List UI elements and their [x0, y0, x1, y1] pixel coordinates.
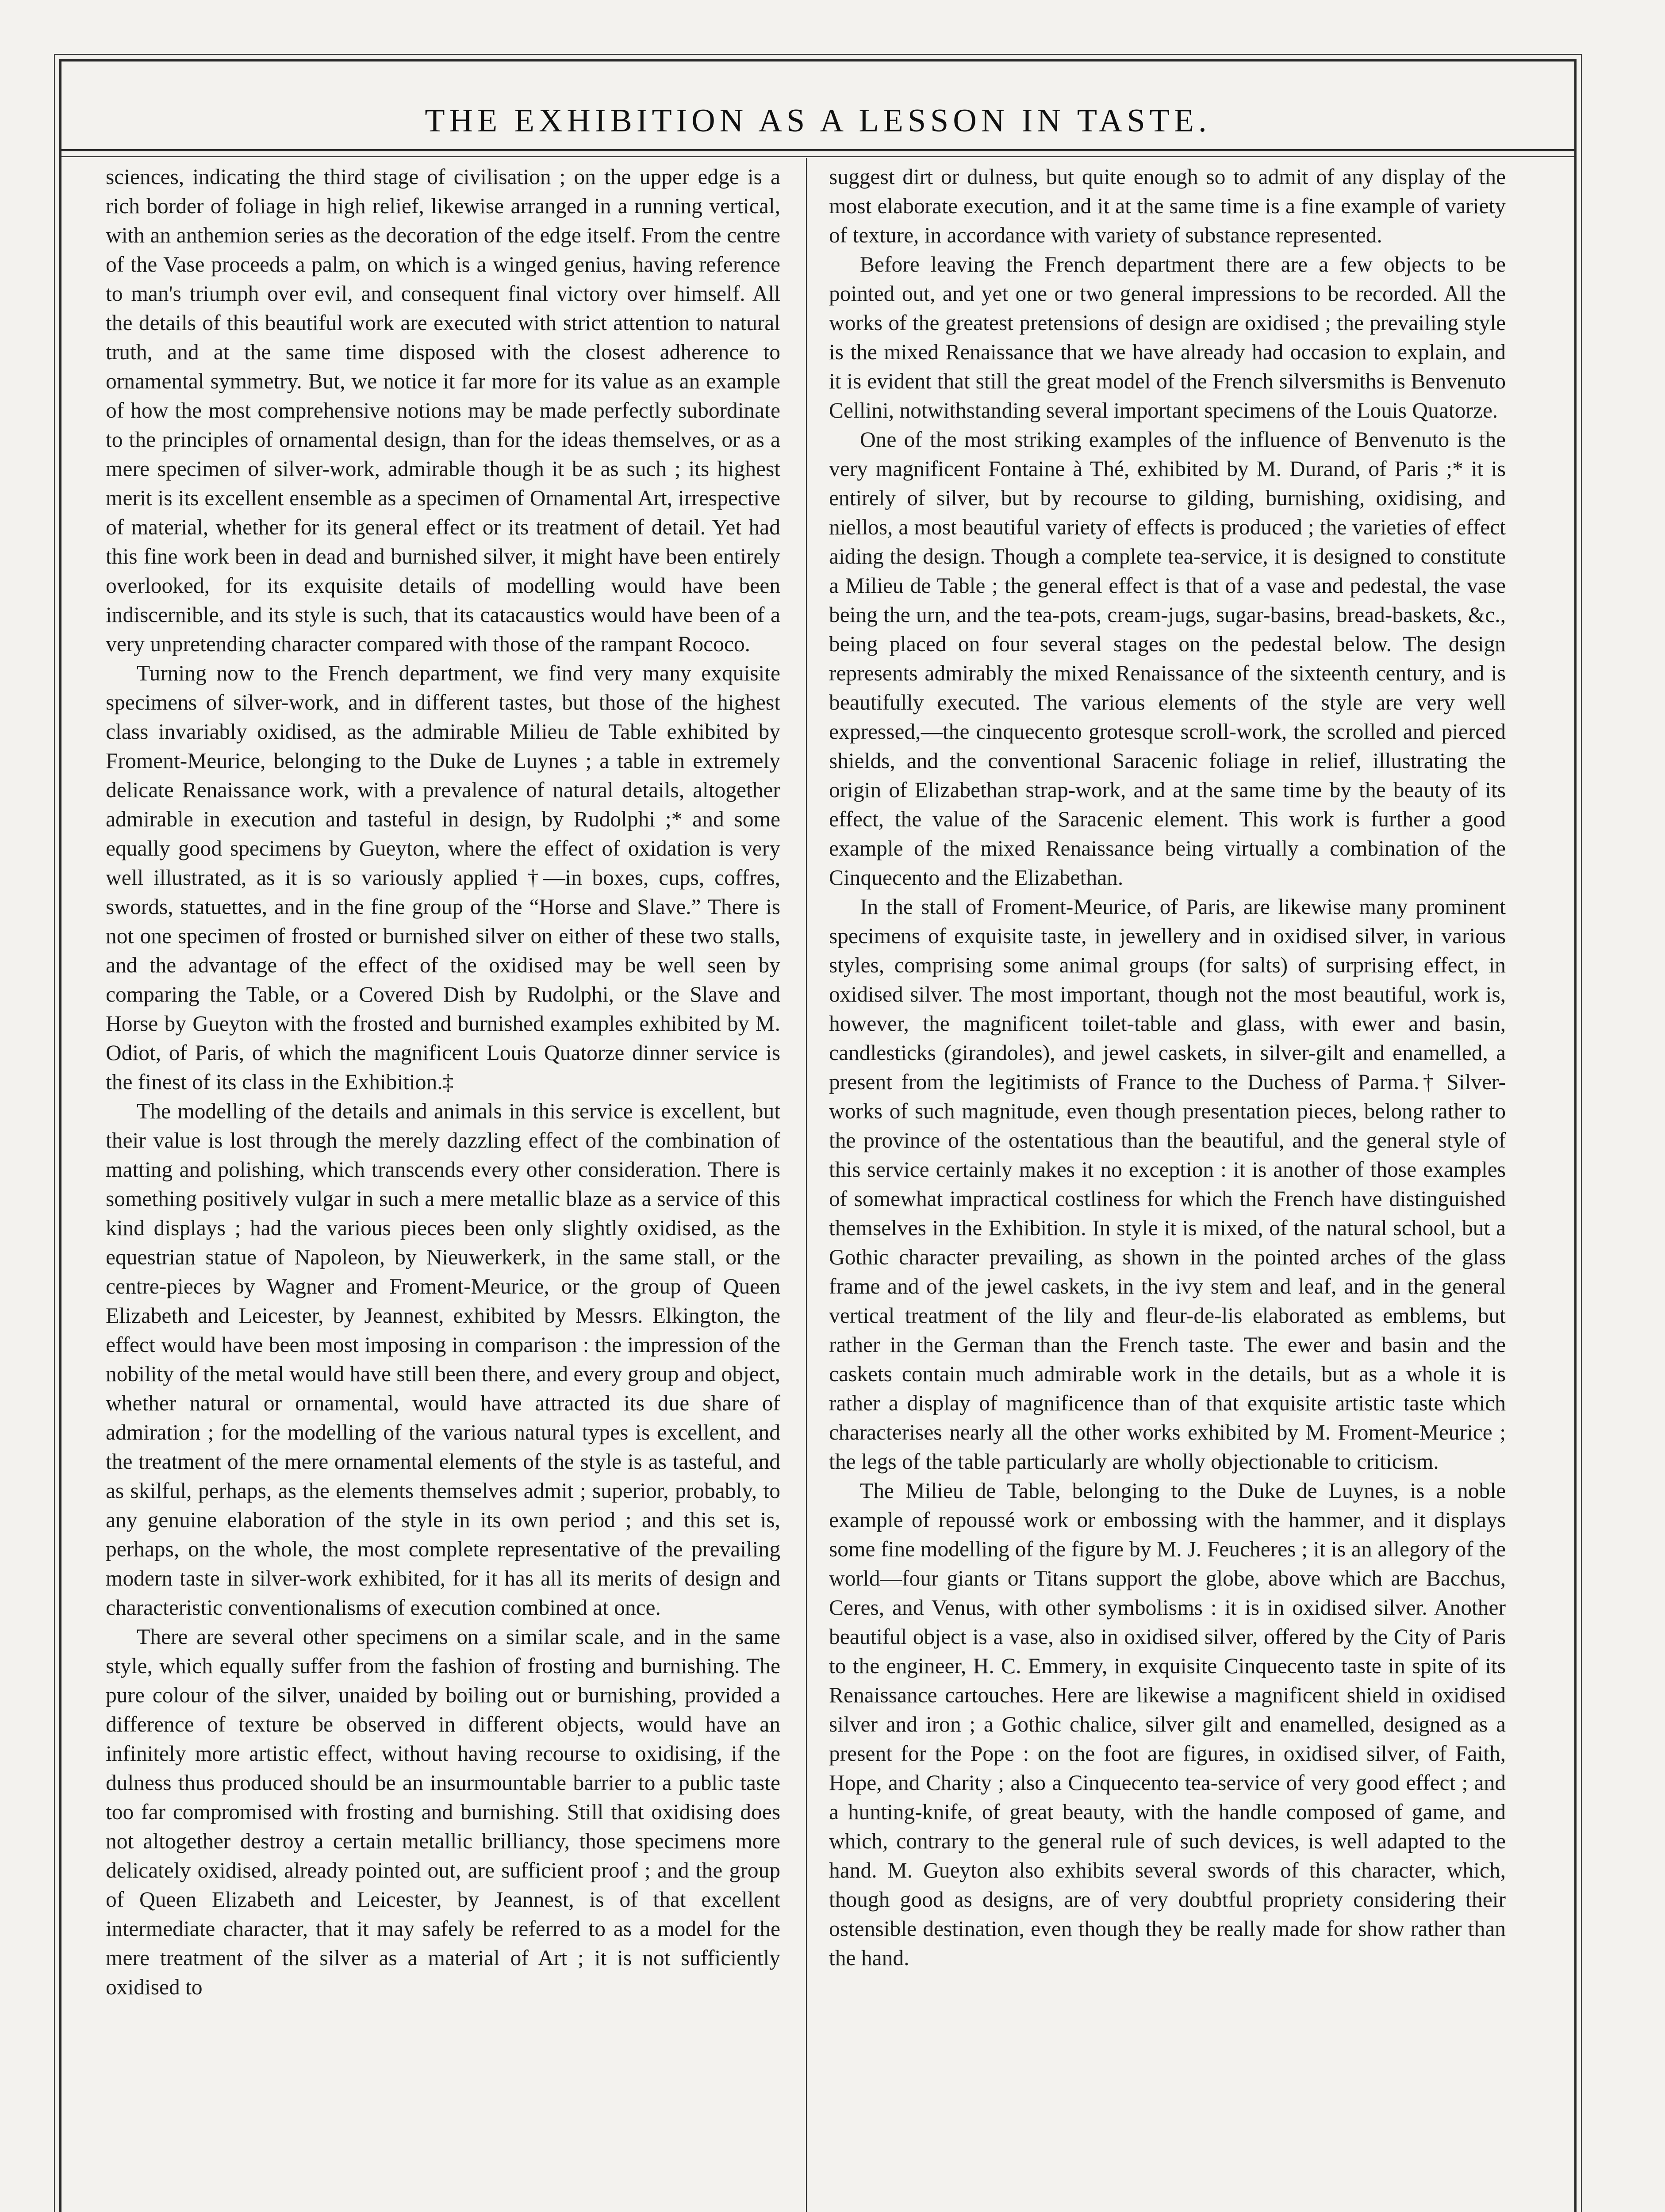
paragraph: One of the most striking examples of the influence of Benvenuto is the very magnificent Fontaine à Thé, exhibited by M. Durand, of Paris ;* it is entirely of silver, but by recourse to gilding, burnishing, oxidising, and niellos, a most beautiful variety of effects is produced ; the varieties of effect aiding the design. Though a complete tea-service, it is designed to constitute a Milieu de Table ; the general effect is that of a vase and pedestal, the vase being the urn, and the tea-pots, cream-jugs, sugar-basins, bread-baskets, &c., being placed on four several stages on the pedestal below. The design represents admirably the mixed Renaissance of the sixteenth century, and is beautifully executed. The various elements of the style are very well expressed,—the cinquecento grotesque scroll-work, the scrolled and pierced shields, and the conventional Saracenic foliage in relief, illustrating the origin of Elizabethan strap-work, and at the same time by the beauty of its effect, the value of the Saracenic element. This work is further a good example of the mixed Renaissance being virtually a combination of the Cinquecento and the Elizabethan.: [829, 427, 1506, 890]
paragraph: sciences, indicating the third stage of civilisation ; on the upper edge is a rich border of foliage in high relief, likewise arranged in a running vertical, with an anthemion series as the decoration of the edge itself. From the centre of the Vase proceeds a palm, on which is a winged genius, having reference to man's triumph over evil, and consequent final victory over himself. All the details of this beautiful work are executed with strict attention to natural truth, and at the same time disposed with the closest adherence to ornamental symmetry. But, we notice it far more for its value as an example of how the most comprehensive notions may be made perfectly subordinate to the principles of ornamental design, than for the ideas themselves, or as a mere specimen of silver-work, admirable though it be as such ; its highest merit is its excellent ensemble as a specimen of Ornamental Art, irrespective of material, whether for its general effect or its treatment of detail. Yet had this fine work been in dead and burnished silver, it might have been entirely overlooked, for its exquisite details of modelling would have been indiscernible, and its style is such, that its catacaustics would have been of a very unpretending character compared with those of the rampant Rococo.: [106, 165, 780, 656]
column-divider: [806, 158, 807, 2212]
paragraph: Before leaving the French department there are a few objects to be pointed out, and yet one or two general impressions to be recorded. All the works of the greatest pretensions of design are oxidised ; the prevailing style is the mixed Renaissance that we have already had occasion to explain, and it is evident that still the great model of the French silversmiths is Benvenuto Cellini, notwithstanding several important specimens of the Louis Quatorze.: [829, 252, 1506, 422]
page-title: THE EXHIBITION AS A LESSON IN TASTE.: [425, 102, 1211, 139]
right-column: [829, 162, 1506, 1973]
paragraph: There are several other specimens on a similar scale, and in the same style, which equally suffer from the fashion of frosting and burnishing. The pure colour of the silver, unaided by boiling out or burnishing, provided a difference of texture be observed in different objects, would have an infinitely more artistic effect, without having recourse to oxidising, if the dulness thus produced should be an insurmountable barrier to a public taste too far compromised with frosting and burnishing. Still that oxidising does not altogether destroy a certain metallic brilliancy, those specimens more delicately oxidised, already pointed out, are sufficient proof ; and the group of Queen Elizabeth and Leicester, by Jeannest, is of that excellent intermediate character, that it may safely be referred to as a model for the mere treatment of the silver as a material of Art ; it is not sufficiently oxidised to: [106, 1624, 780, 1999]
paragraph: The Milieu de Table, belonging to the Duke de Luynes, is a noble example of repoussé work or embossing with the hammer, and it displays some fine modelling of the figure by M. J. Feucheres ; it is an allegory of the world—four giants or Titans support the globe, above which are Bacchus, Ceres, and Venus, with other symbolisms : it is in oxidised silver. Another beautiful object is a vase, also in oxidised silver, offered by the City of Paris to the engineer, H. C. Emmery, in exquisite Cinquecento taste in spite of its Renaissance cartouches. Here are likewise a magnificent shield in oxidised silver and iron ; a Gothic chalice, silver gilt and enamelled, designed as a present for the Pope : on the foot are figures, in oxidised silver, of Faith, Hope, and Charity ; also a Cinquecento tea-service of very good effect ; and a hunting-knife, of great beauty, with the handle composed of game, and which, contrary to the general rule of such devices, is well adapted to the hand. M. Gueyton also exhibits several swords of this character, which, though good as designs, are of very doubtful propriety considering their ostensible destination, even though they be really made for show rather than the hand.: [829, 1479, 1506, 1970]
paragraph: In the stall of Froment-Meurice, of Paris, are likewise many prominent specimens of exquisite taste, in jewellery and in oxidised silver, in various styles, comprising some animal groups (for salts) of surprising effect, in oxidised silver. The most important, though not the most beautiful, work is, however, the magnificent toilet-table and glass, with ewer and basin, candlesticks (girandoles), and jewel caskets, in silver-gilt and enamelled, a present from the legitimists of France to the Duchess of Parma.† Silver-works of such magnitude, even though presentation pieces, belong rather to the province of the ostentatious than the beautiful, and the general style of this service certainly makes it no exception : it is another of those examples of somewhat impractical costliness for which the French have distinguished themselves in the Exhibition. In style it is mixed, of the natural school, but a Gothic character prevailing, as shown in the pointed arches of the glass frame and of the jewel caskets, in the ivy stem and leaf, and in the general vertical treatment of the lily and fleur-de-lis elaborated as emblems, but rather in the German than the French taste. The ewer and basin and the caskets contain much admirable work in the details, but as a whole it is rather a display of magnificence than of that exquisite artistic taste which characterises nearly all the other works exhibited by M. Froment-Meurice ; the legs of the table particularly are wholly objectionable to criticism.: [829, 895, 1506, 1474]
running-header: [61, 61, 1574, 151]
left-column: [106, 162, 780, 2002]
paragraph: The modelling of the details and animals in this service is excellent, but their value is lost through the merely dazzling effect of the combination of matting and polishing, which transcends every other consideration. There is something positively vulgar in such a mere metallic blaze as a service of this kind displays ; had the various pieces been only slightly oxidised, as the equestrian statue of Napoleon, by Nieuwerkerk, in the same stall, or the centre-pieces by Wagner and Froment-Meurice, or the group of Queen Elizabeth and Leicester, by Jeannest, exhibited by Messrs. Elkington, the effect would have been most imposing in comparison : the impression of the nobility of the metal would have still been there, and every group and object, whether natural or ornamental, would have attracted its due share of admiration ; for the modelling of the various natural types is excellent, and the treatment of the mere ornamental elements of the style is as tasteful, and as skilful, perhaps, as the elements themselves admit ; superior, probably, to any genuine elaboration of the style in its own period ; and this set is, perhaps, on the whole, the most complete representative of the prevailing modern taste in silver-work exhibited, for it has all its merits of design and characteristic conventionalisms of execution combined at once.: [106, 1099, 780, 1620]
paragraph: suggest dirt or dulness, but quite enough so to admit of any display of the most elaborate execution, and it at the same time is a fine example of variety of texture, in accordance with variety of substance represented.: [829, 165, 1506, 247]
page-frame: [59, 59, 1577, 2212]
paragraph: Turning now to the French department, we find very many exquisite specimens of silver-work, and in different tastes, but those of the highest class invariably oxidised, as the admirable Milieu de Table exhibited by Froment-Meurice, belonging to the Duke de Luynes ; a table in extremely delicate Renaissance work, with a prevalence of natural details, altogether admirable in execution and tasteful in design, by Rudolphi ;* and some equally good specimens by Gueyton, where the effect of oxidation is very well illustrated, as it is so variously applied †—in boxes, cups, coffres, swords, statuettes, and in the fine group of the “Horse and Slave.” There is not one specimen of frosted or burnished silver on either of these two stalls, and the advantage of the effect of the oxidised may be well seen by comparing the Table, or a Covered Dish by Rudolphi, or the Slave and Horse by Gueyton with the frosted and burnished examples exhibited by M. Odiot, of Paris, of which the magnificent Louis Quatorze dinner service is the finest of its class in the Exhibition.‡: [106, 661, 780, 1094]
